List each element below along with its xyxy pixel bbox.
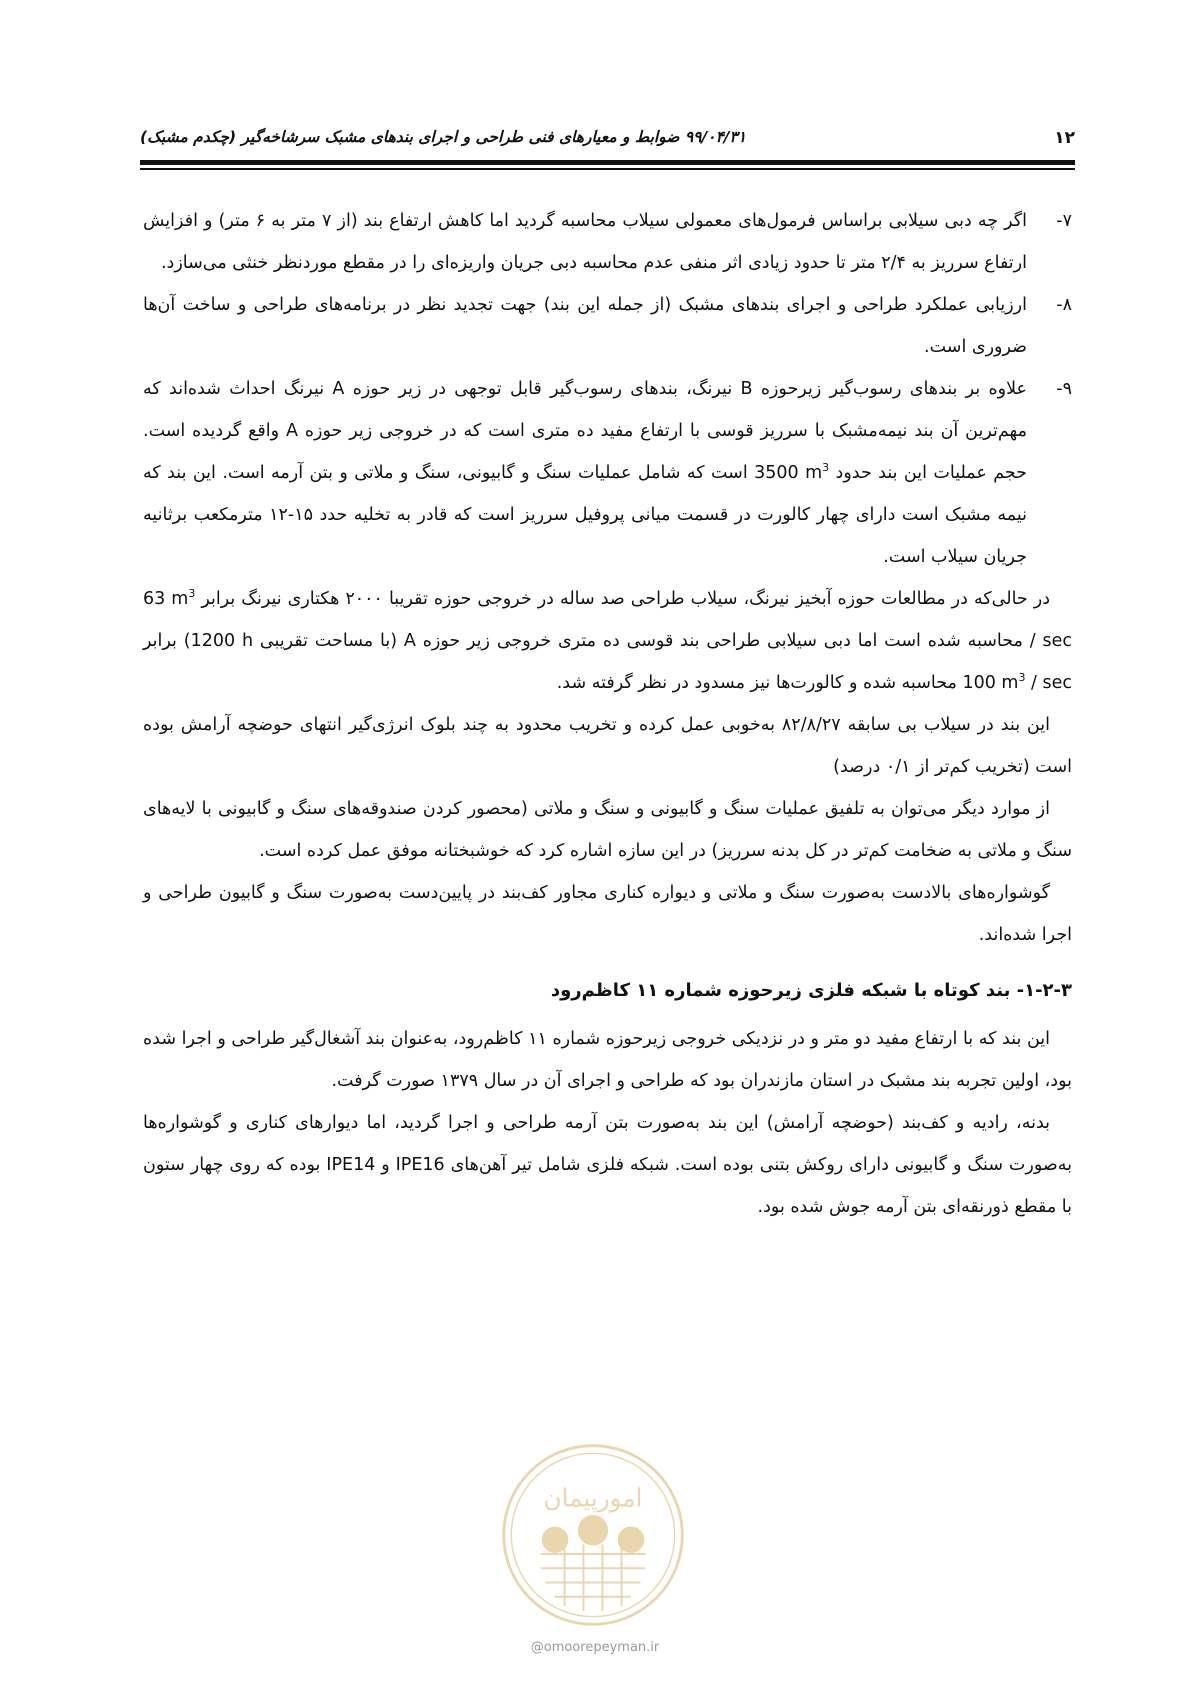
- discharge-unit: / sec: [1025, 673, 1072, 693]
- list-item-text-part: علاوه بر بندهای رسوب‌گیر زیرحوزه B نیرنگ، بندهای رسوب‌گیر قابل توجهی در زیر حوزه A نیرنگ احداث شده‌اند که مهم‌ترین آن بند نیمه‌مشبک با سرریز قوسی با ارتفاع مفید ده متری است که در خروجی زیر حوزه A واقع گردیده است. حجم عملیات این بند حدود: [143, 379, 1028, 483]
- discharge-number: 100 m: [962, 673, 1019, 693]
- paragraph: بدنه، رادیه و کف‌بند (حوضچه آرامش) این بند به‌صورت بتن آرمه طراحی و اجرا گردید، اما دیوارهای کناری و گوشواره‌ها به‌صورت سنگ و گابیونی دارای روکش بتنی بوده است. شبکه فلزی شامل تیر آهن‌های IPE16 و IPE14 بوده که روی چهار ستون با مقطع ذورنقه‌ای بتن آرمه جوش شده بود.: [143, 1113, 1072, 1217]
- volume-number: 3500 m: [754, 463, 823, 483]
- area-value: 1200 h: [190, 631, 254, 651]
- list-item-text: [143, 368, 1027, 578]
- text-span: محاسبه شده و کالورت‌ها نیز مسدود در نظر گرفته شد.: [556, 673, 963, 693]
- paragraph: از موارد دیگر می‌توان به تلفیق عملیات سنگ و گابیونی و سنگ و ملاتی (محصور کردن صندوقه‌های سنگ و گابیونی با لایه‌های سنگ و ملاتی به ضخامت کم‌تر در کل بدنه سرریز) در این سازه اشاره کرد که خوشبختانه موفق عمل کرده است.: [143, 799, 1072, 861]
- paragraph: این بند که با ارتفاع مفید دو متر و در نزدیکی خروجی زیرحوزه شماره ۱۱ کاظم‌رود، به‌عنوان بند آشغال‌گیر طراحی و اجرا شده بود، اولین تجربه بند مشبک در استان مازندران بود که طراحی و اجرای آن در سال ۱۳۷۹ صورت گرفت.: [143, 1029, 1072, 1091]
- list-item-text: ارزیابی عملکرد طراحی و اجرای بندهای مشبک (از جمله این بند) جهت تجدید نظر در برنامه‌های طراحی و ساخت آن‌ها ضروری است.: [143, 295, 1027, 357]
- volume-value: [754, 463, 829, 483]
- list-item: [143, 200, 1072, 284]
- watermark-site: @omoorepeyman.ir: [530, 1640, 660, 1655]
- watermark-logo: [498, 1440, 688, 1630]
- header-rule-thin: [140, 168, 1075, 170]
- running-title: ۹۹/۰۴/۳۱ ضوابط و معیارهای فنی طراحی و اجرای بندهای مشبک سرشاخه‌گیر (چکدم مشبک): [140, 128, 747, 146]
- paragraph-flood: [143, 578, 1072, 704]
- discharge-unit: / sec: [1029, 631, 1073, 651]
- paragraph: این بند در سیلاب بی سابقه ۸۲/۸/۲۷ به‌خوبی عمل کرده و تخریب محدود به چند بلوک انرژی‌گیر انتهای حوضچه آرامش بوده است (تخریب کم‌تر از ۰/۱ درصد): [143, 715, 1072, 777]
- text-span: ) برابر: [143, 631, 191, 651]
- text-span: محاسبه شده است اما دبی سیلابی طراحی بند قوسی ده متری خروجی زیر حوزه A (با مساحت تقریبی: [253, 631, 1030, 651]
- paragraph: گوشواره‌های بالادست به‌صورت سنگ و ملاتی و دیواره کناری مجاور کف‌بند در پایین‌دست به‌صورت سنگ و گابیون طراحی و اجرا شده‌اند.: [143, 883, 1072, 945]
- list-item-text-part: است که شامل عملیات سنگ و گابیونی، سنگ و ملاتی و بتن آرمه است. این بند که نیمه مشبک است دارای چهار کالورت در قسمت میانی پروفیل سرریز است که قادر به تخلیه حدد ۱۵-۱۲ مترمکعب برثانیه جریان سیلاب است.: [143, 463, 1027, 567]
- body-text: [143, 200, 1072, 1228]
- page-header: [140, 128, 1075, 152]
- watermark-logo-text: امورپیمان: [543, 1483, 643, 1513]
- page-number: ۱۲: [1054, 128, 1075, 148]
- list-item-number: ۷-: [1056, 211, 1072, 231]
- volume-exponent: 3: [822, 461, 830, 475]
- list-item: [143, 284, 1072, 368]
- list-item-number: ۸-: [1056, 295, 1072, 315]
- discharge-exponent: 3: [188, 587, 196, 601]
- discharge-number: 63 m: [143, 589, 189, 609]
- discharge-value: [962, 673, 1072, 693]
- discharge-exponent: 3: [1018, 671, 1026, 685]
- list-item-text: اگر چه دبی سیلابی براساس فرمول‌های معمولی سیلاب محاسبه گردید اما کاهش ارتفاع بند (از ۷ متر به ۶ متر) و افزایش ارتفاع سرریز به ۲/۴ متر تا حدود زیادی اثر منفی عدم محاسبه دبی جریان واریزه‌ای را در مقطع موردنظر خنثی می‌سازد.: [143, 211, 1027, 273]
- text-span: در حالی‌که در مطالعات حوزه آبخیز نیرنگ، سیلاب طراحی صد ساله در خروجی حوزه تقریبا ۲۰۰۰ هکتاری نیرنگ برابر: [195, 589, 1050, 609]
- section-heading: ۱-۲-۳- بند کوتاه با شبکه فلزی زیرحوزه شماره ۱۱ کاظم‌رود: [550, 980, 1072, 1001]
- list-item: [143, 368, 1072, 578]
- list-item-number: ۹-: [1056, 379, 1072, 399]
- header-rule-thick: [140, 160, 1075, 165]
